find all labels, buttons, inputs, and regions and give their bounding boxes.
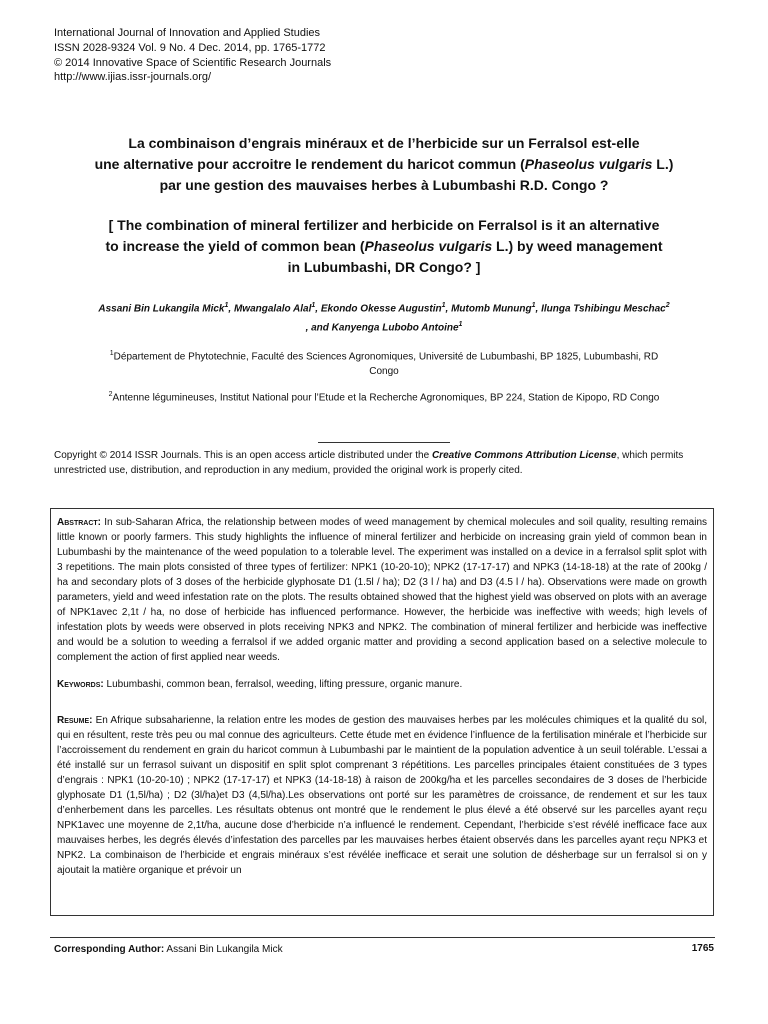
author-name: , Ilunga Tshibingu Meschac [535, 303, 666, 315]
affiliation-2 [50, 387, 718, 405]
title-en-line2-end: L.) by weed management [492, 238, 663, 254]
affiliation-text-cont: Congo [369, 366, 399, 378]
author-affil-mark: 1 [458, 321, 463, 329]
license-notice [54, 448, 716, 478]
title-en-species: Phaseolus vulgaris [364, 238, 493, 254]
author-name: , Ekondo Okesse Augustin [315, 303, 442, 315]
license-text-end: , which permits unrestricted use, distribution, and reproduction in any medium, provided the original work is properly cited. [54, 450, 684, 476]
title-en-line2 [50, 236, 718, 257]
title-en-line1: [ The combination of mineral fertilizer and herbicide on Ferralsol is it an alternative [108, 217, 660, 233]
spacer [57, 665, 707, 677]
author-affil-mark: 1 [441, 302, 446, 309]
title-fr-species: Phaseolus vulgaris [524, 156, 653, 172]
license-text: Copyright © 2014 ISSR Journals. This is an open access article distributed under the [54, 450, 432, 461]
keywords [57, 677, 707, 692]
title-fr-line3: par une gestion des mauvaises herbes à Lubumbashi R.D. Congo ? [159, 177, 609, 193]
journal-copyright: © 2014 Innovative Space of Scientific Research Journals [54, 56, 332, 69]
abstract-text: In sub-Saharan Africa, the relationship between modes of weed management by chemical molecules and soil quality, resulting remains little known or poorly farmers. This study highlights the influence of mineral fertilizer and herbicide on increasing grain yield of common bean in Lubumbashi by the maintenance of the weed population to a tolerable level. The experiment was installed on a device in a ferralsol split splot with 3 repetitions. The main plots consisted of three types of fertilizer: NPK1 (10-20-10); NPK2 (17-17-17) and NPK3 (14-18-18) at the rate of 200kg / ha and secondary plots of 3 doses of the herbicide glyphosate D1 (1.5l / ha); D2 (3 l / ha) and D3 (4.5 l / ha). Observations were made on growth parameters, yield and weed infestation rate on the plots. The results obtained showed that the highest yield was observed on plots with an average of NPK1avec 2,1t / ha, no dose of herbicide has influenced performance. However, the herbicide was ineffective with weeds; high levels of infestation plots by weeds were observed in plots receiving NPK3 and NPK2. The combination of mineral fertilizer and herbicide was ineffective and would be a solution to weeding a ferralsol if we added organic matter and providing a second application based on a selective molecule to complement the action of first applied near weeds. [57, 517, 708, 663]
keywords-text: Lubumbashi, common bean, ferralsol, weeding, lifting pressure, organic manure. [106, 679, 463, 690]
affiliation-1 [50, 346, 718, 379]
title-fr-line2-end: L.) [652, 156, 674, 172]
journal-name: International Journal of Innovation and Applied Studies [54, 27, 321, 39]
abstract-label: Abstract: [57, 517, 101, 528]
license-name: Creative Commons Attribution License [431, 450, 617, 461]
title-en-line3: in Lubumbashi, DR Congo? ] [287, 259, 481, 275]
journal-header [54, 26, 331, 85]
page-number: 1765 [691, 943, 714, 954]
author-name: Assani Bin Lukangila Mick [98, 303, 225, 315]
affiliation-mark: 2 [108, 391, 113, 398]
divider-rule [318, 442, 450, 443]
journal-issn: ISSN 2028-9324 Vol. 9 No. 4 Dec. 2014, pp. 1765-1772 [54, 41, 326, 54]
resume-text: En Afrique subsaharienne, la relation entre les modes de gestion des mauvaises herbes par les molécules chimiques et la qualité du sol, qui en résultent, reste très peu ou mal connue des agriculteurs. Cette étude met en évidence l’influence de la fertilisation minérale et l’herbicide sur l’accroissement du rendement en grain du haricot commun à Lubumbashi par le maintient de la population adventice à un seuil tolérable. L’essai a été installé sur un ferrasol suivant un dispositif en split splot comprenant 3 répétitions. Les parcelles principales étaient constituées de 3 types d’engrais : NPK1 (10-20-10) ; NPK2 (17-17-17) et NPK3 (14-18-18) à raison de 200kg/ha et les parcelles secondaires de 3 doses de l’herbicide glyphosate D1 (1,5l/ha) ; D2 (3l/ha)et D3 (4,5l/ha).Les observations ont porté sur les paramètres de croissance, de rendement et sur les taux d’enherbement dans les parcelles. Les résultats obtenus ont montré que le rendement le plus élevé a été observé sur les parcelles ayant reçu NPK1avec une moyenne de 2,1t/ha, aucune dose d’herbicide n’a influencé le rendement. Cependant, l’herbicide s’est révélé inefficace face aux mauvaises herbes, les degrés élevés d’infestation des parcelles par les mauvaises herbes étaient observés dans les parcelles ayant reçu NPK3 et NPK2. La combinaison de l’herbicide et engrais minéraux s’est révélée inefficace et serait une solution de désherbage sur un ferralsol si on y ajoutait la matière organique et prévoir un [57, 715, 708, 876]
author-name: , Mwangalalo Alal [228, 303, 312, 315]
corresponding-author-name: Assani Bin Lukangila Mick [164, 944, 283, 955]
abstract-box [50, 508, 714, 916]
affiliation-text: Antenne légumineuses, Institut National pour l’Etude et la Recherche Agronomiques, BP 224, Station de Kipopo, RD Congo [112, 392, 660, 404]
resume [57, 713, 707, 878]
affiliation-mark: 1 [109, 350, 114, 357]
author-affil-mark: 1 [311, 302, 316, 309]
journal-url[interactable]: http://www.ijias.issr-journals.org/ [54, 71, 212, 84]
title-fr-line2 [50, 154, 718, 175]
author-affil-mark: 2 [665, 302, 670, 309]
author-affil-mark: 1 [224, 302, 229, 309]
resume-label: Resume: [57, 715, 93, 726]
title-english [50, 215, 718, 278]
title-fr-line1: La combinaison d’engrais minéraux et de l’herbicide sur un Ferralsol est-elle [128, 135, 640, 151]
author-affil-mark: 1 [531, 302, 536, 309]
footer [54, 943, 283, 957]
title-en-line2-text: to increase the yield of common bean ( [105, 238, 365, 254]
keywords-label: Keywords: [57, 679, 104, 690]
abstract [57, 515, 707, 665]
author-list [50, 298, 718, 337]
author-name: , Mutomb Munung [445, 303, 532, 315]
title-fr-line2-text: une alternative pour accroitre le rendement du haricot commun ( [94, 156, 525, 172]
affiliation-text: Département de Phytotechnie, Faculté des Sciences Agronomiques, Université de Lubumbashi, BP 1825, Lubumbashi, RD [113, 351, 659, 363]
footer-rule [50, 937, 715, 938]
spacer [57, 692, 707, 713]
author-name: , and Kanyenga Lubobo Antoine [305, 322, 459, 334]
title-french [50, 133, 718, 196]
corresponding-author-label: Corresponding Author: [54, 944, 165, 955]
